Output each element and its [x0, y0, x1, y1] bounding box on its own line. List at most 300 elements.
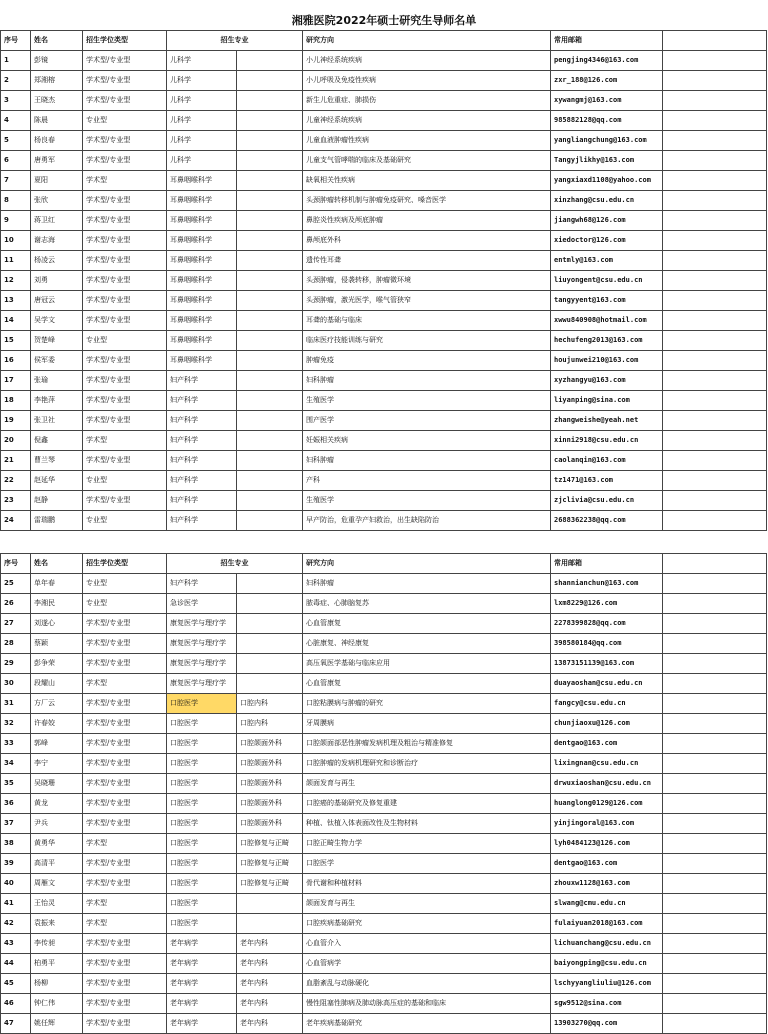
cell-name: 曹兰琴 [31, 451, 83, 471]
cell-email: fulaiyuan2018@163.com [551, 914, 663, 934]
cell-research: 早产防治，危重孕产妇救治，出生缺陷防治 [303, 511, 551, 531]
cell-sub-major [237, 914, 303, 934]
table-row [1, 151, 767, 171]
cell-email: yangliangchung@163.com [551, 131, 663, 151]
cell-email: tz1471@163.com [551, 471, 663, 491]
cell-no: 13 [1, 291, 31, 311]
cell-research: 小儿神经系统疾病 [303, 51, 551, 71]
cell-degree-type: 学术型 [83, 674, 167, 694]
cell-sub-major [237, 371, 303, 391]
table-row [1, 211, 767, 231]
table-row [1, 491, 767, 511]
cell-research: 骨代谢和种植材料 [303, 874, 551, 894]
cell-major: 老年病学 [167, 974, 237, 994]
table-row [1, 974, 767, 994]
table-row [1, 814, 767, 834]
cell-major: 儿科学 [167, 51, 237, 71]
cell-name: 倪鑫 [31, 431, 83, 451]
table-row [1, 411, 767, 431]
cell-major: 妇产科学 [167, 431, 237, 451]
cell-name: 钟仁伟 [31, 994, 83, 1014]
cell-degree-type: 学术型/专业型 [83, 934, 167, 954]
cell-email: caolanqin@163.com [551, 451, 663, 471]
cell-name: 杨柳 [31, 974, 83, 994]
cell-blank [663, 874, 767, 894]
cell-major: 妇产科学 [167, 371, 237, 391]
table-row [1, 994, 767, 1014]
cell-blank [663, 734, 767, 754]
cell-sub-major [237, 191, 303, 211]
cell-degree-type: 学术型/专业型 [83, 954, 167, 974]
table-row [1, 634, 767, 654]
cell-no: 5 [1, 131, 31, 151]
cell-degree-type: 学术型/专业型 [83, 491, 167, 511]
cell-research: 牙周膜病 [303, 714, 551, 734]
cell-name: 段耀山 [31, 674, 83, 694]
table-row [1, 954, 767, 974]
cell-degree-type: 学术型/专业型 [83, 774, 167, 794]
cell-name: 李艳萍 [31, 391, 83, 411]
cell-name: 夏阳 [31, 171, 83, 191]
cell-major: 儿科学 [167, 111, 237, 131]
table-row [1, 51, 767, 71]
cell-email: lichuanchang@csu.edu.cn [551, 934, 663, 954]
cell-major: 妇产科学 [167, 411, 237, 431]
cell-name: 杨凌云 [31, 251, 83, 271]
cell-email: chunjiaoxu@126.com [551, 714, 663, 734]
cell-no: 41 [1, 894, 31, 914]
cell-major: 口腔医学 [167, 914, 237, 934]
cell-research: 心血管康复 [303, 674, 551, 694]
document-title: 湘雅医院2022年硕士研究生导师名单 [291, 14, 477, 27]
cell-email: Tangyjlikhy@163.com [551, 151, 663, 171]
cell-major: 老年病学 [167, 1014, 237, 1034]
cell-major: 耳鼻咽喉科学 [167, 211, 237, 231]
cell-email: drwuxiaoshan@csu.edu.cn [551, 774, 663, 794]
cell-blank [663, 914, 767, 934]
cell-degree-type: 专业型 [83, 594, 167, 614]
cell-sub-major: 口腔颌面外科 [237, 734, 303, 754]
cell-email: hechufeng2013@163.com [551, 331, 663, 351]
cell-research: 颌面发育与再生 [303, 774, 551, 794]
cell-sub-major [237, 411, 303, 431]
header-no: 序号 [1, 31, 31, 51]
cell-blank [663, 51, 767, 71]
cell-major: 耳鼻咽喉科学 [167, 171, 237, 191]
header-research: 研究方向 [303, 31, 551, 51]
cell-blank [663, 251, 767, 271]
cell-blank [663, 954, 767, 974]
cell-email: slwang@cmu.edu.cn [551, 894, 663, 914]
cell-name: 王怡灵 [31, 894, 83, 914]
cell-major: 耳鼻咽喉科学 [167, 331, 237, 351]
cell-sub-major: 老年内科 [237, 1014, 303, 1034]
cell-no: 14 [1, 311, 31, 331]
cell-blank [663, 594, 767, 614]
cell-blank [663, 451, 767, 471]
cell-email: xyzhangyu@163.com [551, 371, 663, 391]
cell-no: 23 [1, 491, 31, 511]
cell-no: 8 [1, 191, 31, 211]
cell-major: 口腔医学 [167, 894, 237, 914]
cell-major: 耳鼻咽喉科学 [167, 251, 237, 271]
cell-major: 儿科学 [167, 131, 237, 151]
cell-research: 颌面发育与再生 [303, 894, 551, 914]
table-row [1, 131, 767, 151]
supervisor-table-page-1 [0, 30, 767, 531]
table-row [1, 794, 767, 814]
cell-degree-type: 学术型/专业型 [83, 654, 167, 674]
cell-email: dentgao@163.com [551, 854, 663, 874]
cell-degree-type: 学术型/专业型 [83, 391, 167, 411]
cell-degree-type: 学术型/专业型 [83, 451, 167, 471]
cell-major: 儿科学 [167, 71, 237, 91]
cell-research: 口腔疾病基础研究 [303, 914, 551, 934]
table-row [1, 574, 767, 594]
cell-no: 38 [1, 834, 31, 854]
cell-name: 黄勇华 [31, 834, 83, 854]
cell-sub-major [237, 574, 303, 594]
table-row [1, 431, 767, 451]
cell-blank [663, 491, 767, 511]
cell-sub-major: 口腔颌面外科 [237, 814, 303, 834]
header-research: 研究方向 [303, 554, 551, 574]
cell-degree-type: 学术型 [83, 431, 167, 451]
cell-degree-type: 学术型/专业型 [83, 974, 167, 994]
cell-degree-type: 学术型/专业型 [83, 814, 167, 834]
cell-degree-type: 学术型/专业型 [83, 251, 167, 271]
table-row [1, 191, 767, 211]
cell-sub-major [237, 151, 303, 171]
cell-major: 口腔医学 [167, 874, 237, 894]
cell-research: 血脂紊乱与动脉硬化 [303, 974, 551, 994]
cell-no: 46 [1, 994, 31, 1014]
cell-major: 妇产科学 [167, 451, 237, 471]
cell-research: 生殖医学 [303, 491, 551, 511]
table-row [1, 754, 767, 774]
header-email: 常用邮箱 [551, 31, 663, 51]
cell-research: 围产医学 [303, 411, 551, 431]
cell-sub-major [237, 171, 303, 191]
cell-sub-major: 老年内科 [237, 974, 303, 994]
table-row [1, 654, 767, 674]
cell-email: tangyyent@163.com [551, 291, 663, 311]
table-row [1, 351, 767, 371]
cell-email: liuyongent@csu.edu.cn [551, 271, 663, 291]
cell-email: liyanping@sina.com [551, 391, 663, 411]
cell-research: 新生儿危重症、肺损伤 [303, 91, 551, 111]
cell-email: duayaoshan@csu.edu.cn [551, 674, 663, 694]
cell-name: 唐勇军 [31, 151, 83, 171]
cell-email: zxr_188@126.com [551, 71, 663, 91]
cell-name: 李宁 [31, 754, 83, 774]
cell-degree-type: 专业型 [83, 574, 167, 594]
cell-major: 口腔医学 [167, 854, 237, 874]
table-row [1, 311, 767, 331]
cell-research: 种植、钛植入体表面改性及生物材料 [303, 814, 551, 834]
cell-major: 康复医学与理疗学 [167, 674, 237, 694]
header-degree-type: 招生学位类型 [83, 554, 167, 574]
cell-email: xinzhang@csu.edu.cn [551, 191, 663, 211]
cell-no: 3 [1, 91, 31, 111]
cell-sub-major [237, 654, 303, 674]
cell-research: 生殖医学 [303, 391, 551, 411]
cell-blank [663, 614, 767, 634]
cell-degree-type: 专业型 [83, 471, 167, 491]
cell-blank [663, 171, 767, 191]
cell-no: 12 [1, 271, 31, 291]
table-row [1, 774, 767, 794]
cell-sub-major: 口腔内科 [237, 694, 303, 714]
table-row [1, 451, 767, 471]
cell-no: 24 [1, 511, 31, 531]
cell-blank [663, 71, 767, 91]
cell-degree-type: 学术型/专业型 [83, 131, 167, 151]
header-email: 常用邮箱 [551, 554, 663, 574]
header-blank [663, 31, 767, 51]
table-row [1, 111, 767, 131]
table-row [1, 914, 767, 934]
table-body-1 [1, 51, 767, 531]
cell-research: 口腔正畸生物力学 [303, 834, 551, 854]
cell-no: 44 [1, 954, 31, 974]
cell-degree-type: 学术型/专业型 [83, 411, 167, 431]
cell-blank [663, 854, 767, 874]
cell-email: jiangwh68@126.com [551, 211, 663, 231]
cell-degree-type: 学术型/专业型 [83, 291, 167, 311]
cell-no: 16 [1, 351, 31, 371]
cell-no: 35 [1, 774, 31, 794]
cell-research: 儿童神经系统疾病 [303, 111, 551, 131]
cell-major: 口腔医学 [167, 774, 237, 794]
cell-email: lxm8229@126.com [551, 594, 663, 614]
cell-no: 20 [1, 431, 31, 451]
cell-no: 39 [1, 854, 31, 874]
cell-sub-major [237, 511, 303, 531]
cell-email: zhangweishe@yeah.net [551, 411, 663, 431]
cell-sub-major: 口腔修复与正畸 [237, 834, 303, 854]
table-row [1, 614, 767, 634]
cell-degree-type: 专业型 [83, 331, 167, 351]
cell-name: 姚任辉 [31, 1014, 83, 1034]
cell-no: 21 [1, 451, 31, 471]
cell-major: 康复医学与理疗学 [167, 614, 237, 634]
cell-degree-type: 学术型/专业型 [83, 734, 167, 754]
cell-name: 彭争荣 [31, 654, 83, 674]
cell-no: 31 [1, 694, 31, 714]
cell-degree-type: 学术型/专业型 [83, 271, 167, 291]
cell-no: 30 [1, 674, 31, 694]
cell-major: 老年病学 [167, 954, 237, 974]
table-row [1, 331, 767, 351]
header-blank [663, 554, 767, 574]
cell-email: lixingnan@csu.edu.cn [551, 754, 663, 774]
cell-email: huanglong0129@126.com [551, 794, 663, 814]
cell-blank [663, 934, 767, 954]
cell-name: 柏勇平 [31, 954, 83, 974]
cell-no: 19 [1, 411, 31, 431]
cell-major: 儿科学 [167, 151, 237, 171]
cell-no: 9 [1, 211, 31, 231]
header-name: 姓名 [31, 554, 83, 574]
cell-sub-major [237, 634, 303, 654]
cell-research: 头颈肿瘤转移机制与肿瘤免疫研究、嗓音医学 [303, 191, 551, 211]
cell-blank [663, 311, 767, 331]
cell-sub-major [237, 91, 303, 111]
cell-research: 口腔癌的基础研究及修复重建 [303, 794, 551, 814]
cell-degree-type: 学术型/专业型 [83, 311, 167, 331]
cell-no: 36 [1, 794, 31, 814]
cell-no: 42 [1, 914, 31, 934]
cell-major: 口腔医学 [167, 814, 237, 834]
cell-degree-type: 学术型/专业型 [83, 1014, 167, 1034]
cell-sub-major [237, 594, 303, 614]
cell-sub-major [237, 674, 303, 694]
cell-degree-type: 学术型/专业型 [83, 634, 167, 654]
cell-no: 37 [1, 814, 31, 834]
cell-research: 遗传性耳聋 [303, 251, 551, 271]
cell-name: 尹兵 [31, 814, 83, 834]
cell-email: pengjing4346@163.com [551, 51, 663, 71]
cell-major: 妇产科学 [167, 391, 237, 411]
cell-email: 13903270@qq.com [551, 1014, 663, 1034]
cell-no: 34 [1, 754, 31, 774]
cell-name: 张瑜 [31, 371, 83, 391]
cell-major: 耳鼻咽喉科学 [167, 291, 237, 311]
cell-sub-major: 口腔颌面外科 [237, 754, 303, 774]
cell-research: 小儿呼吸及免疫性疾病 [303, 71, 551, 91]
cell-sub-major: 口腔修复与正畸 [237, 854, 303, 874]
table-row [1, 291, 767, 311]
cell-no: 29 [1, 654, 31, 674]
cell-no: 7 [1, 171, 31, 191]
cell-sub-major [237, 71, 303, 91]
cell-sub-major [237, 251, 303, 271]
cell-name: 杨良春 [31, 131, 83, 151]
cell-sub-major: 口腔颌面外科 [237, 794, 303, 814]
cell-sub-major: 老年内科 [237, 934, 303, 954]
cell-no: 10 [1, 231, 31, 251]
cell-major: 耳鼻咽喉科学 [167, 311, 237, 331]
table-row [1, 594, 767, 614]
cell-major: 耳鼻咽喉科学 [167, 271, 237, 291]
cell-sub-major [237, 211, 303, 231]
table-row [1, 734, 767, 754]
table-row [1, 271, 767, 291]
table-row [1, 251, 767, 271]
cell-name: 贺楚峰 [31, 331, 83, 351]
cell-degree-type: 学术型 [83, 171, 167, 191]
table-header-row [1, 31, 767, 51]
cell-blank [663, 814, 767, 834]
cell-blank [663, 834, 767, 854]
cell-no: 27 [1, 614, 31, 634]
cell-blank [663, 191, 767, 211]
cell-sub-major: 口腔内科 [237, 714, 303, 734]
table-row [1, 894, 767, 914]
cell-blank [663, 371, 767, 391]
cell-email: 398580184@qq.com [551, 634, 663, 654]
cell-name: 赵延华 [31, 471, 83, 491]
cell-name: 蒋卫红 [31, 211, 83, 231]
cell-blank [663, 774, 767, 794]
cell-email: houjunwei210@163.com [551, 351, 663, 371]
cell-no: 4 [1, 111, 31, 131]
cell-research: 妇科肿瘤 [303, 371, 551, 391]
cell-name: 唐冠云 [31, 291, 83, 311]
cell-major: 急诊医学 [167, 594, 237, 614]
cell-major: 口腔医学 [167, 834, 237, 854]
cell-sub-major: 口腔修复与正畸 [237, 874, 303, 894]
cell-sub-major: 老年内科 [237, 994, 303, 1014]
cell-research: 儿童支气管哮喘的临床及基础研究 [303, 151, 551, 171]
cell-degree-type: 专业型 [83, 111, 167, 131]
cell-degree-type: 学术型/专业型 [83, 714, 167, 734]
cell-sub-major [237, 271, 303, 291]
cell-email: entmly@163.com [551, 251, 663, 271]
cell-no: 25 [1, 574, 31, 594]
cell-sub-major [237, 311, 303, 331]
cell-name: 袁振来 [31, 914, 83, 934]
cell-major: 口腔医学 [167, 734, 237, 754]
cell-sub-major [237, 471, 303, 491]
cell-blank [663, 331, 767, 351]
cell-degree-type: 学术型/专业型 [83, 854, 167, 874]
cell-degree-type: 学术型/专业型 [83, 151, 167, 171]
cell-research: 肿瘤免疫 [303, 351, 551, 371]
cell-blank [663, 894, 767, 914]
header-degree-type: 招生学位类型 [83, 31, 167, 51]
cell-blank [663, 794, 767, 814]
cell-degree-type: 专业型 [83, 511, 167, 531]
cell-degree-type: 学术型/专业型 [83, 231, 167, 251]
cell-no: 18 [1, 391, 31, 411]
cell-email: xwwu840908@hotmail.com [551, 311, 663, 331]
table-row [1, 934, 767, 954]
cell-major: 妇产科学 [167, 491, 237, 511]
cell-research: 老年疾病基础研究 [303, 1014, 551, 1034]
cell-name: 张卫社 [31, 411, 83, 431]
cell-email: xywangmj@163.com [551, 91, 663, 111]
cell-email: dentgao@163.com [551, 734, 663, 754]
cell-name: 李传昶 [31, 934, 83, 954]
cell-blank [663, 511, 767, 531]
cell-sub-major [237, 894, 303, 914]
cell-major: 妇产科学 [167, 574, 237, 594]
cell-email: xinni2918@csu.edu.cn [551, 431, 663, 451]
cell-no: 15 [1, 331, 31, 351]
cell-degree-type: 学术型/专业型 [83, 794, 167, 814]
cell-research: 心脏康复、神经康复 [303, 634, 551, 654]
cell-email: baiyongping@csu.edu.cn [551, 954, 663, 974]
cell-no: 32 [1, 714, 31, 734]
cell-research: 高压氧医学基础与临床应用 [303, 654, 551, 674]
cell-blank [663, 291, 767, 311]
cell-major: 康复医学与理疗学 [167, 654, 237, 674]
cell-name: 赵静 [31, 491, 83, 511]
cell-sub-major [237, 131, 303, 151]
table-header-row [1, 554, 767, 574]
table-row [1, 371, 767, 391]
cell-research: 头颈肿瘤，激光医学，喉气管狭窄 [303, 291, 551, 311]
header-name: 姓名 [31, 31, 83, 51]
cell-sub-major [237, 111, 303, 131]
table-row [1, 171, 767, 191]
cell-research: 耳聋的基础与临床 [303, 311, 551, 331]
cell-sub-major [237, 291, 303, 311]
supervisor-table-page-2 [0, 553, 767, 1034]
cell-no: 22 [1, 471, 31, 491]
